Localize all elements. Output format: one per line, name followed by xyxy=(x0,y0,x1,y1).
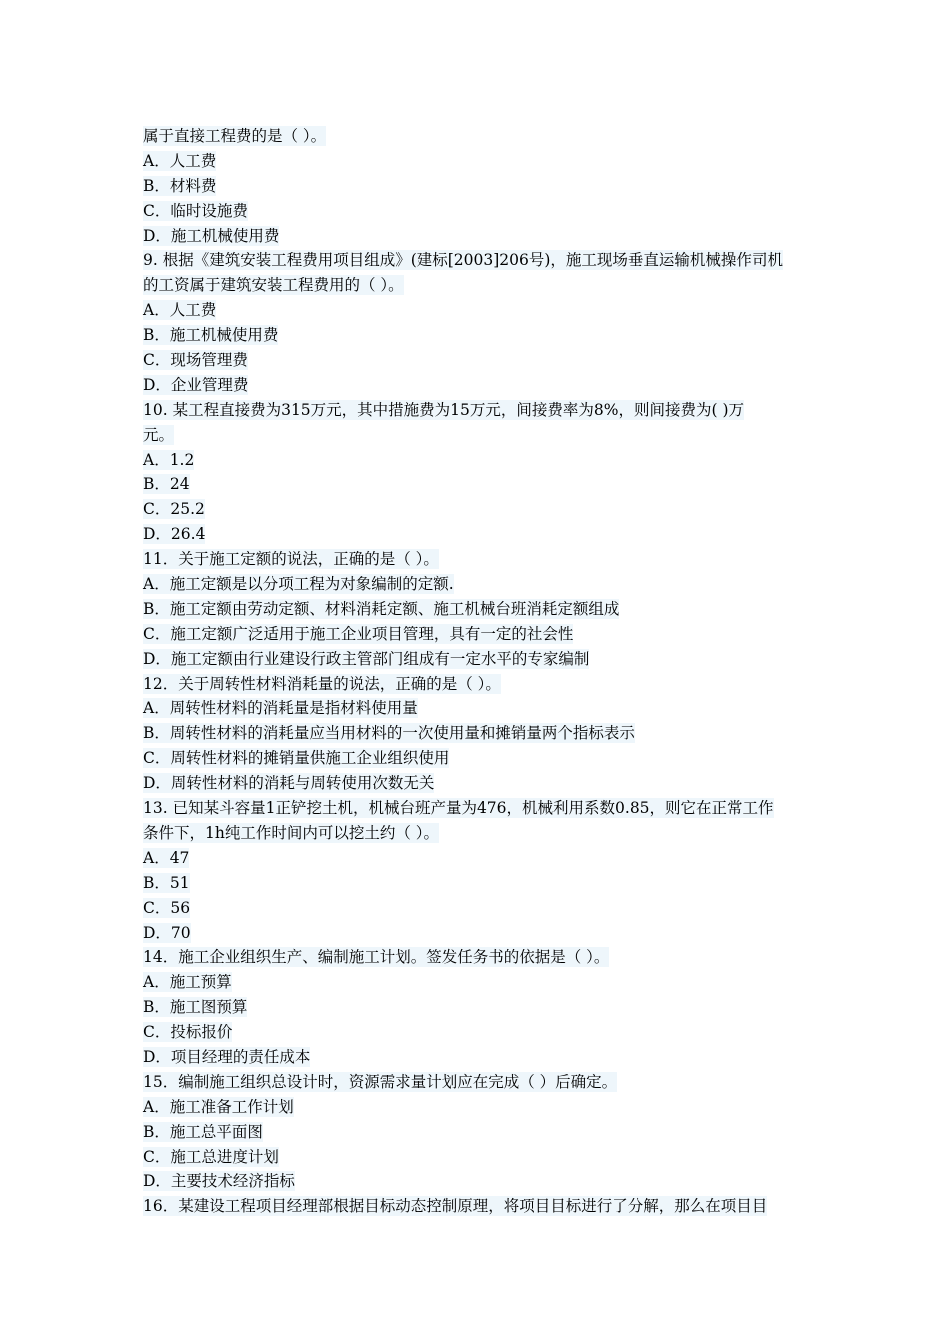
line-text: C．25.2 xyxy=(143,500,205,519)
answer-option xyxy=(143,597,811,622)
answer-option xyxy=(143,298,811,323)
answer-option xyxy=(143,995,811,1020)
answer-option xyxy=(143,149,811,174)
answer-option xyxy=(143,572,811,597)
answer-option xyxy=(143,323,811,348)
line-text: 14．施工企业组织生产、编制施工计划。签发任务书的依据是（ ）。 xyxy=(143,948,610,967)
line-text: 9. 根据《建筑安装工程费用项目组成》(建标[2003]206号)，施工现场垂直运输机械操作司机 xyxy=(143,251,783,270)
answer-option xyxy=(143,871,811,896)
answer-option xyxy=(143,622,811,647)
answer-option xyxy=(143,1169,811,1194)
line-text: D．主要技术经济指标 xyxy=(143,1172,295,1191)
question-text-line xyxy=(143,672,811,697)
answer-option xyxy=(143,970,811,995)
line-text: A．人工费 xyxy=(143,151,217,170)
answer-option xyxy=(143,921,811,946)
question-text-line xyxy=(143,248,811,273)
answer-option xyxy=(143,224,811,249)
line-text: B．施工总平面图 xyxy=(143,1122,263,1141)
question-text-line xyxy=(143,273,811,298)
line-text: A．周转性材料的消耗量是指材料使用量 xyxy=(143,699,418,718)
line-text: B．51 xyxy=(143,873,190,892)
line-text: 16．某建设工程项目经理部根据目标动态控制原理，将项目目标进行了分解，那么在项目目 xyxy=(143,1197,768,1216)
line-text: C．投标报价 xyxy=(143,1023,233,1042)
question-text-line xyxy=(143,423,811,448)
line-text: C．周转性材料的摊销量供施工企业组织使用 xyxy=(143,749,450,768)
answer-option xyxy=(143,1145,811,1170)
line-text: C．现场管理费 xyxy=(143,351,248,370)
answer-option xyxy=(143,896,811,921)
answer-option xyxy=(143,721,811,746)
line-text: D．70 xyxy=(143,923,191,942)
answer-option xyxy=(143,1020,811,1045)
line-text: B．施工机械使用费 xyxy=(143,326,279,345)
line-text: A．1.2 xyxy=(143,450,195,469)
line-text: D．施工机械使用费 xyxy=(143,226,280,245)
line-text: D．26.4 xyxy=(143,525,206,544)
line-text: A．施工预算 xyxy=(143,973,232,992)
answer-option xyxy=(143,199,811,224)
line-text: A．施工定额是以分项工程为对象编制的定额. xyxy=(143,575,454,594)
document-page xyxy=(143,124,811,1219)
answer-option xyxy=(143,746,811,771)
line-text: 11．关于施工定额的说法，正确的是（ ）。 xyxy=(143,550,439,569)
question-text-line xyxy=(143,124,811,149)
line-text: B．施工图预算 xyxy=(143,998,248,1017)
line-text: 属于直接工程费的是（ ）。 xyxy=(143,127,327,145)
line-text: C．施工定额广泛适用于施工企业项目管理，具有一定的社会性 xyxy=(143,624,574,643)
line-text: A．人工费 xyxy=(143,301,217,320)
answer-option xyxy=(143,522,811,547)
answer-option xyxy=(143,174,811,199)
line-text: 条件下，1h纯工作时间内可以挖土约（ ）。 xyxy=(143,823,440,842)
answer-option xyxy=(143,373,811,398)
question-text-line xyxy=(143,796,811,821)
answer-option xyxy=(143,448,811,473)
question-text-line xyxy=(143,945,811,970)
line-text: C．临时设施费 xyxy=(143,201,248,220)
question-text-line xyxy=(143,1194,811,1219)
line-text: B．24 xyxy=(143,475,190,494)
line-text: D．项目经理的责任成本 xyxy=(143,1047,311,1066)
line-text: 10. 某工程直接费为315万元，其中措施费为15万元，间接费率为8%，则间接费为( )万 xyxy=(143,400,744,419)
line-text: B．施工定额由劳动定额、材料消耗定额、施工机械台班消耗定额组成 xyxy=(143,599,620,618)
line-text: D．施工定额由行业建设行政主管部门组成有一定水平的专家编制 xyxy=(143,649,590,668)
answer-option xyxy=(143,1045,811,1070)
answer-option xyxy=(143,497,811,522)
question-text-line xyxy=(143,398,811,423)
line-text: 15．编制施工组织总设计时，资源需求量计划应在完成（ ）后确定。 xyxy=(143,1072,618,1091)
line-text: B．周转性材料的消耗量应当用材料的一次使用量和摊销量两个指标表示 xyxy=(143,724,635,743)
question-text-line xyxy=(143,547,811,572)
line-text: 元。 xyxy=(143,425,175,444)
question-text-line xyxy=(143,1070,811,1095)
question-text-line xyxy=(143,821,811,846)
answer-option xyxy=(143,647,811,672)
line-text: 12．关于周转性材料消耗量的说法，正确的是（ ）。 xyxy=(143,674,501,693)
answer-option xyxy=(143,348,811,373)
line-text: A．47 xyxy=(143,848,190,867)
line-text: 13. 已知某斗容量1正铲挖土机，机械台班产量为476，机械利用系数0.85，则它在正常工作 xyxy=(143,799,774,818)
answer-option xyxy=(143,771,811,796)
line-text: A．施工准备工作计划 xyxy=(143,1097,294,1116)
line-text: D．企业管理费 xyxy=(143,375,249,394)
line-text: C．施工总进度计划 xyxy=(143,1147,279,1166)
line-text: D．周转性材料的消耗与周转使用次数无关 xyxy=(143,774,435,793)
line-text: B．材料费 xyxy=(143,176,217,195)
answer-option xyxy=(143,1095,811,1120)
line-text: 的工资属于建筑安装工程费用的（ ）。 xyxy=(143,276,404,295)
answer-option xyxy=(143,1120,811,1145)
answer-option xyxy=(143,846,811,871)
answer-option xyxy=(143,696,811,721)
answer-option xyxy=(143,472,811,497)
line-text: C．56 xyxy=(143,898,191,917)
